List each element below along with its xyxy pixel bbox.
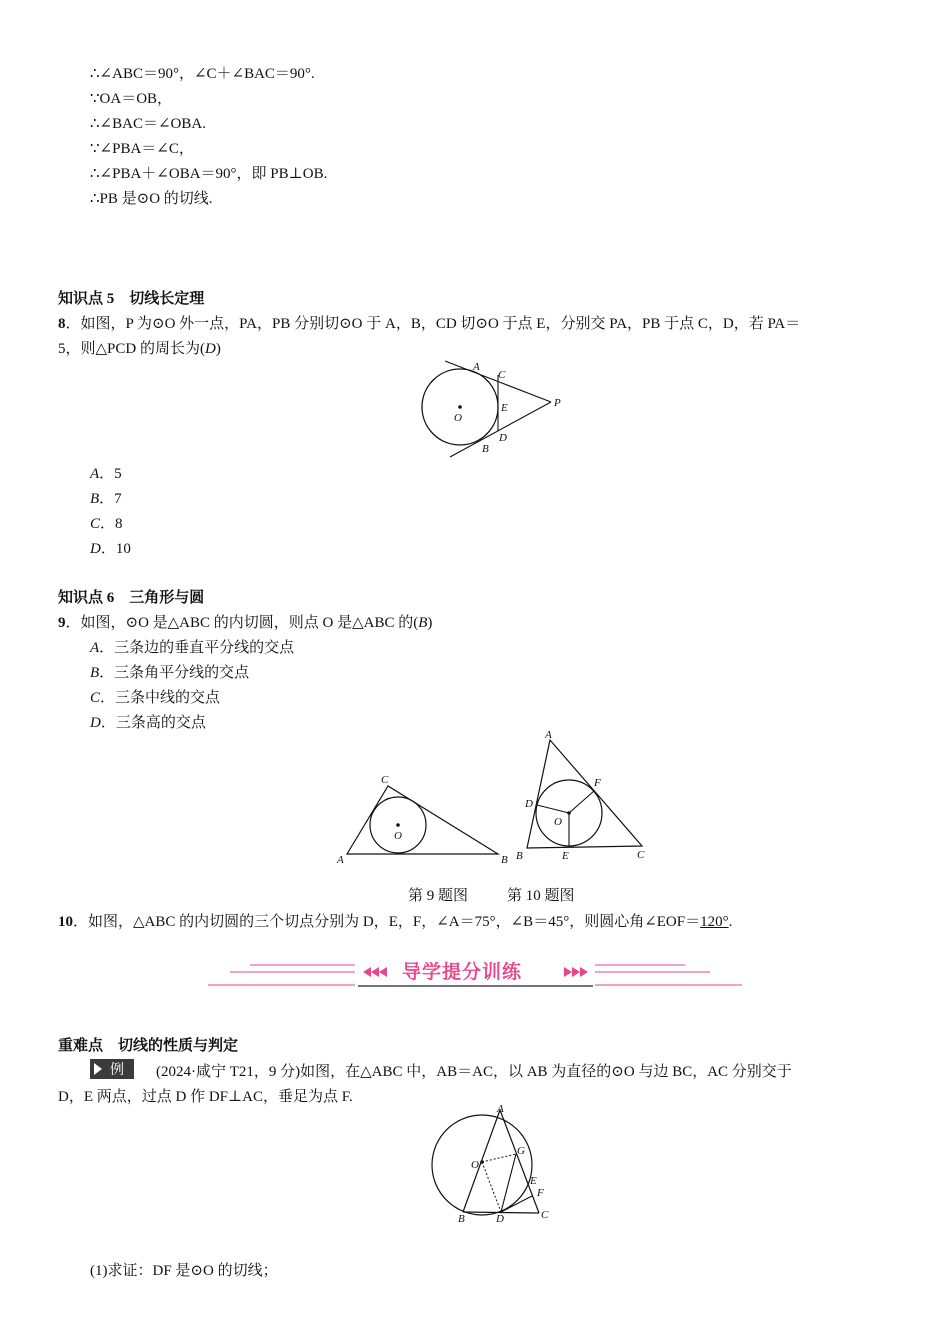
figure-q9 [330,768,520,868]
radius-of [569,791,594,813]
option-d: D．10 [90,541,131,557]
triangle-abc [347,786,498,854]
label-o: O [454,412,462,424]
label-d: D [499,432,507,444]
circle-o [432,1115,532,1215]
option-a: A．5 [90,466,122,482]
label-a: A [497,1103,504,1115]
option-b: B．7 [90,491,122,507]
figure-q10 [510,728,660,868]
question-number: 9 [58,615,66,631]
segment-og [482,1154,516,1162]
example-part-1: (1)求证：DF 是⊙O 的切线； [90,1263,278,1279]
label-a: A [473,361,480,373]
option-c: C．三条中线的交点 [90,690,221,706]
proof-line: ∴∠ABC＝90°，∠C＋∠BAC＝90°. [90,66,315,82]
radius-od [537,805,569,813]
label-b: B [501,854,508,866]
label-e: E [562,850,569,862]
label-b: B [458,1213,465,1225]
answer: D [204,341,216,357]
example-line-1: (2024·咸宁 T21，9 分)如图，在△ABC 中，AB＝AC，以 AB 为直径的⊙O 与边 BC，AC 分别交于 [156,1064,792,1080]
center-dot [396,823,400,827]
center-dot [458,405,462,409]
answer: B [418,615,428,631]
proof-line: ∴PB 是⊙O 的切线. [90,191,213,207]
label-d: D [496,1213,504,1225]
figure-q8 [410,355,580,463]
question-9: 9．如图，⊙O 是△ABC 的内切圆，则点 O 是△ABC 的(B) [58,615,433,631]
option-d: D．三条高的交点 [90,715,206,731]
proof-line: ∴∠BAC＝∠OBA. [90,116,206,132]
segment-od [482,1162,501,1212]
question-number: 8 [58,316,66,332]
caption-fig10: 第 10 题图 [507,888,575,904]
label-o: O [554,816,562,828]
center-dot [567,811,571,815]
option-a: A．三条边的垂直平分线的交点 [90,640,295,656]
triangle-abc [527,740,642,848]
section-title: 重难点 切线的性质与判定 [58,1038,239,1054]
question-text: 5，则△PCD 的周长为( [58,341,205,357]
question-8-line-2: 5，则△PCD 的周长为(D) [58,341,221,357]
knowledge-point-6-title: 知识点 6 三角形与圆 [58,590,205,606]
label-p: P [554,397,561,409]
label-c: C [498,369,506,381]
proof-line: ∴∠PBA＋∠OBA＝90°，即 PB⊥OB. [90,166,328,182]
label-e: E [501,402,508,414]
option-c: C．8 [90,516,123,532]
question-text: ．如图，△ABC 的内切圆的三个切点分别为 D，E，F，∠A＝75°，∠B＝45°，则圆心角∠EOF＝ [73,914,701,930]
option-b: B．三条角平分线的交点 [90,665,250,681]
banner-title: 导学提分训练 [402,962,523,983]
label-o: O [394,830,402,842]
question-10: 10．如图，△ABC 的内切圆的三个切点分别为 D，E，F，∠A＝75°，∠B＝45°，则圆心角∠EOF＝120°. [58,914,733,930]
knowledge-point-5-title: 知识点 5 切线长定理 [58,291,205,307]
proof-line: ∵OA＝OB， [90,91,173,107]
segment-df [501,1196,532,1212]
play-icon [94,1063,102,1075]
answer: 120° [700,914,729,930]
label-b: B [482,443,489,455]
question-text: ．如图，⊙O 是△ABC 的内切圆，则点 O 是△ABC 的( [65,615,419,631]
label-f: F [594,777,601,789]
question-text: ．如图，P 为⊙O 外一点，PA，PB 分别切⊙O 于 A，B，CD 切⊙O 于点 E，分别交 PA，PB 于点 C，D，若 PA＝ [65,316,801,332]
label-g: G [517,1145,525,1157]
label-c: C [637,849,645,861]
proof-line: ∵∠PBA＝∠C， [90,141,194,157]
label-a: A [337,854,344,866]
center-dot [480,1160,484,1164]
question-8-line-1 [58,314,800,334]
label-b: B [516,850,523,862]
example-line-2: D，E 两点，过点 D 作 DF⊥AC，垂足为点 F. [58,1089,353,1105]
question-number: 10 [58,914,73,930]
label-d: D [525,798,533,810]
label-a: A [545,729,552,741]
label-c: C [381,774,389,786]
figure-example [425,1100,560,1228]
label-f: F [537,1187,544,1199]
label-c: C [541,1209,549,1221]
label-o: O [471,1159,479,1171]
label-e: E [530,1175,537,1187]
caption-fig9: 第 9 题图 [408,888,469,904]
example-tag: 例 [90,1059,134,1079]
